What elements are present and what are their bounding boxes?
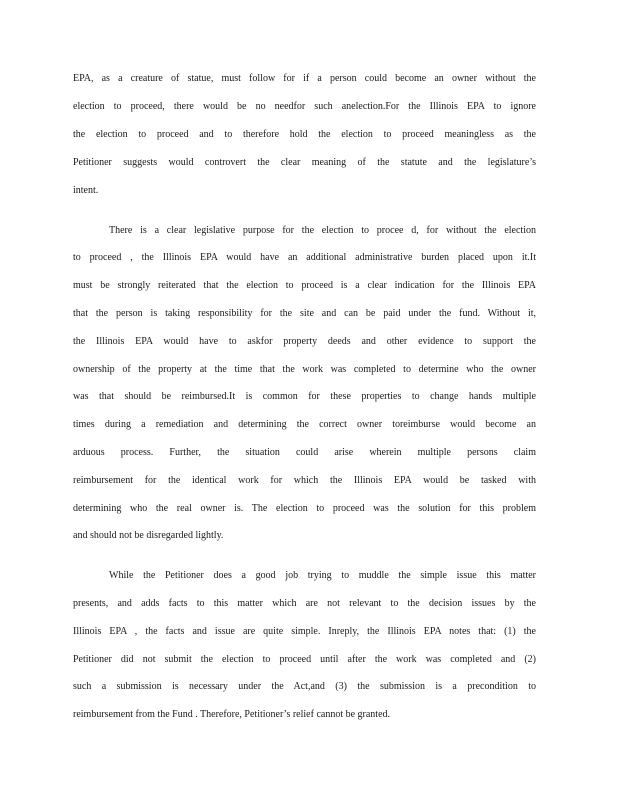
- text-line: Petitioner suggests would controvert the clear meaning of the statute and the legislature’s: [73, 157, 536, 168]
- text-line: the election to proceed and to therefore hold the election to proceed meaningless as the: [73, 129, 536, 140]
- text-line: arduous process. Further, the situation could arise wherein multiple persons claim: [73, 447, 536, 458]
- text-line: and should not be disregarded lightly.: [73, 530, 224, 541]
- text-line: must be strongly reiterated that the election to proceed is a clear indication for the Illinois EPA: [73, 280, 536, 291]
- text-line: intent.: [73, 185, 99, 196]
- text-line: the Illinois EPA would have to askfor property deeds and other evidence to support the: [73, 336, 536, 347]
- text-line: times during a remediation and determining the correct owner toreimburse would become an: [73, 419, 536, 430]
- text-line: reimbursement from the Fund . Therefore, Petitioner’s relief cannot be granted.: [73, 709, 391, 720]
- text-line: ownership of the property at the time that the work was completed to determine who the owner: [73, 364, 536, 375]
- text-line: that the person is taking responsibility for the site and can be paid under the fund. Without it,: [73, 308, 536, 319]
- text-line: Petitioner did not submit the election to proceed until after the work was completed and (2): [73, 654, 536, 665]
- text-line: was that should be reimbursed.It is common for these properties to change hands multiple: [73, 391, 536, 402]
- text-line: election to proceed, there would be no needfor such anelection.For the Illinois EPA to ignore: [73, 101, 536, 112]
- text-line: reimbursement for the identical work for which the Illinois EPA would be tasked with: [73, 475, 536, 486]
- text-line: such a submission is necessary under the Act,and (3) the submission is a precondition to: [73, 681, 536, 692]
- text-line: EPA, as a creature of statue, must follow for if a person could become an owner without the: [73, 73, 536, 84]
- text-line: determining who the real owner is. The election to proceed was the solution for this problem: [73, 503, 536, 514]
- text-line: presents, and adds facts to this matter which are not relevant to the decision issues by the: [73, 598, 536, 609]
- text-line: to proceed , the Illinois EPA would have an additional administrative burden placed upon it.It: [73, 252, 536, 263]
- text-line: There is a clear legislative purpose for the election to procee d, for without the election: [109, 225, 536, 236]
- text-line: While the Petitioner does a good job trying to muddle the simple issue this matter: [109, 570, 536, 581]
- text-line: Illinois EPA , the facts and issue are quite simple. Inreply, the Illinois EPA notes that: (1) the: [73, 626, 536, 637]
